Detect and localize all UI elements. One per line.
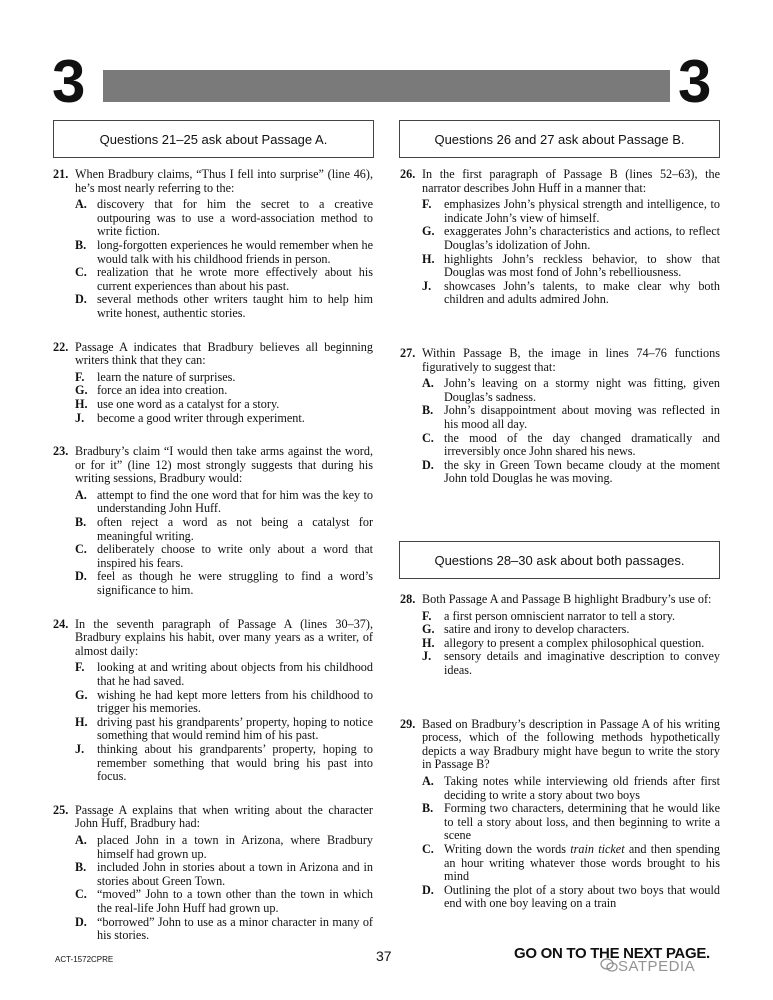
option-letter: C. [75,887,87,902]
option-text: allegory to present a complex philosophical question. [444,635,705,650]
option-text: use one word as a catalyst for a story. [97,396,280,411]
option-text: wishing he had kept more letters from his childhood to trigger his memories. [97,687,373,716]
option-letter: H. [422,635,435,650]
answer-option[interactable] [75,570,373,597]
option-text: realization that he wrote more effectively about his current experiences than about his past. [97,265,373,293]
section-number-right: 3 [678,48,711,115]
answer-option[interactable] [422,225,720,252]
option-text: deliberately choose to write only about a word that inspired his fears. [97,542,373,570]
option-text: placed John in a town in Arizona, where Bradbury himself had grown up. [97,832,373,861]
answer-option[interactable] [422,404,720,431]
option-letter: H. [75,714,88,729]
option-text: showcases John’s talents, to make clear why both children and adults admired John. [444,278,720,307]
option-text: thinking about his grandparents’ property, hoping to remember something that would bring his past into focus. [97,741,373,784]
question-28 [400,593,720,678]
option-letter: B. [422,801,434,816]
option-letter: H. [75,396,88,411]
both-passages-directions-text: Questions 28–30 ask about both passages. [434,552,685,568]
option-letter: A. [422,376,434,391]
go-on-next-page: GO ON TO THE NEXT PAGE. [514,945,710,962]
option-text: “moved” John to a town other than the town in which the real-life John Huff had grown up. [97,887,373,915]
option-letter: D. [422,457,434,472]
answer-option[interactable] [422,775,720,802]
question-number: 22. [53,339,69,354]
question-stem: Based on Bradbury’s description in Passage A of his writing process, which of the following methods hypothetically depicts a way Bradbury might have begun to write the story in Passage B? [422,716,720,772]
page-number: 37 [376,948,392,964]
option-letter: C. [75,542,87,557]
form-code: ACT-1572CPRE [55,955,114,964]
answer-option[interactable] [422,377,720,404]
option-letter: C. [422,841,434,856]
option-text: “borrowed” John to use as a minor character in many of his stories. [97,914,373,943]
answer-option[interactable] [75,293,373,320]
option-letter: G. [422,224,435,239]
question-stem: Bradbury’s claim “I would then take arms against the word, or for it” (line 12) most strongly suggests that during his writing sessions, Bradbury would: [75,444,373,486]
left-column [53,168,373,943]
option-letter: F. [75,660,85,675]
option-letter: A. [75,197,87,212]
answer-option[interactable] [422,280,720,307]
option-letter: C. [422,430,434,445]
passage-a-directions-box [53,120,374,158]
option-letter: F. [422,608,432,623]
answer-option[interactable] [75,916,373,943]
answer-option[interactable] [75,888,373,915]
chat-bubble-icon [600,958,618,972]
watermark: SATPEDIA [618,958,696,975]
question-stem: Both Passage A and Passage B highlight Bradbury’s use of: [422,592,712,606]
answer-option[interactable] [422,637,720,651]
question-number: 25. [53,802,69,817]
question-stem: In the seventh paragraph of Passage A (lines 30–37), Bradbury explains his habit, over many years as a writer, of almost daily: [75,616,373,658]
question-stem: Passage A explains that when writing about the character John Huff, Bradbury had: [75,802,373,831]
question-24 [53,618,373,784]
option-letter: F. [75,369,85,384]
option-text: Taking notes while interviewing old friends after first deciding to write a story about two boys [444,773,720,802]
option-letter: G. [422,622,435,637]
option-text: looking at and writing about objects from his childhood that he had saved. [97,660,373,688]
option-text-italic: train ticket [570,841,625,856]
option-letter: J. [75,410,85,425]
question-number: 27. [400,345,416,360]
option-text: driving past his grandparents’ property, hoping to notice something that would remind him of his past. [97,714,373,743]
option-letter: D. [75,569,87,584]
option-letter: B. [75,515,87,530]
option-letter: B. [75,860,87,875]
option-letter: D. [422,882,434,897]
option-letter: F. [422,197,432,212]
option-text: a first person omniscient narrator to tell a story. [444,608,676,623]
option-letter: B. [422,403,434,418]
question-number: 29. [400,716,416,731]
answer-option[interactable] [75,266,373,293]
option-letter: J. [422,649,432,664]
option-text: Outlining the plot of a story about two boys that would end with one boy leaving on a train [444,882,720,911]
answer-option[interactable] [422,843,720,884]
option-letter: J. [75,741,85,756]
question-23 [53,445,373,598]
answer-option[interactable] [75,239,373,266]
answer-option[interactable] [75,834,373,861]
option-text: often reject a word as not being a catalyst for meaningful writing. [97,515,373,543]
option-text: included John in stories about a town in Arizona and in stories about Green Town. [97,860,373,888]
option-text-pre: Writing down the words [444,841,571,856]
answer-option[interactable] [75,398,373,412]
question-stem: In the first paragraph of Passage B (lines 52–63), the narrator describes John Huff in a manner that: [422,167,720,195]
option-text: John’s leaving on a stormy night was fitting, given Douglas’s sadness. [444,376,720,404]
option-text: satire and irony to develop characters. [444,622,630,637]
option-text: learn the nature of surprises. [97,369,236,384]
option-text: feel as though he were struggling to find a word’s significance to him. [97,569,373,598]
option-letter: H. [422,251,435,266]
option-text: exaggerates John’s characteristics and actions, to reflect Douglas’s idolization of John. [444,224,720,252]
passage-a-directions-text: Questions 21–25 ask about Passage A. [99,131,328,147]
section-number-left: 3 [52,48,85,115]
option-letter: G. [75,687,88,702]
answer-option[interactable] [422,884,720,911]
answer-option[interactable] [75,384,373,398]
answer-option[interactable] [422,198,720,225]
answer-option[interactable] [75,516,373,543]
answer-option[interactable] [75,661,373,688]
answer-option[interactable] [422,459,720,486]
header-bar [103,70,670,102]
both-passages-directions-box [399,541,720,579]
option-text: become a good writer through experiment. [97,410,305,425]
option-letter: J. [422,278,432,293]
question-stem: When Bradbury claims, “Thus I fell into surprise” (line 46), he’s most nearly referring to the: [75,167,373,195]
option-text: several methods other writers taught him to help him write honest, authentic stories. [97,292,373,320]
option-text: highlights John’s reckless behavior, to show that Douglas was most fond of John’s rebelliousness. [444,251,720,280]
option-text: John’s disappointment about moving was reflected in his mood all day. [444,403,720,431]
answer-option[interactable] [75,689,373,716]
question-number: 24. [53,616,69,631]
answer-option[interactable] [422,650,720,677]
answer-option[interactable] [75,412,373,426]
option-text [444,843,720,884]
answer-option[interactable] [75,371,373,385]
answer-option[interactable] [422,623,720,637]
question-number: 23. [53,444,69,459]
question-number: 26. [400,167,416,181]
option-text: the mood of the day changed dramatically and irreversibly once John shared his news. [444,430,720,459]
answer-option[interactable] [422,802,720,843]
option-letter: G. [75,383,88,398]
question-25 [53,804,373,943]
question-22 [53,341,373,426]
option-letter: A. [75,487,87,502]
passage-b-directions-text: Questions 26 and 27 ask about Passage B. [434,131,685,147]
option-text: sensory details and imaginative description to convey ideas. [444,649,720,677]
question-29 [400,718,720,911]
option-text: force an idea into creation. [97,383,228,398]
option-text: attempt to find the one word that for him was the key to understanding John Huff. [97,487,373,516]
option-text-post: and then spending an hour writing whatever those words brought to his mind [444,841,720,884]
option-letter: C. [75,265,87,280]
option-letter: D. [75,292,87,307]
answer-option[interactable] [75,198,373,239]
answer-option[interactable] [422,253,720,280]
answer-option[interactable] [75,543,373,570]
option-text: the sky in Green Town became cloudy at the moment John told Douglas he was moving. [444,457,720,486]
answer-option[interactable] [75,861,373,888]
option-text: discovery that for him the secret to a creative outpouring was to use a word-association method to write fiction. [97,197,373,239]
option-letter: D. [75,914,87,929]
answer-option[interactable] [422,610,720,624]
right-column [400,168,720,486]
option-letter: A. [75,832,87,847]
question-27 [400,347,720,486]
answer-option[interactable] [75,489,373,516]
question-stem: Passage A indicates that Bradbury believes all beginning writers think that they can: [75,339,373,368]
answer-option[interactable] [422,432,720,459]
question-number: 21. [53,167,69,181]
option-letter: A. [422,773,434,788]
option-text: long-forgotten experiences he would remember when he would talk with his childhood friends in person. [97,237,373,266]
passage-b-directions-box [399,120,720,158]
right-column-lower [400,593,720,911]
question-21 [53,168,373,321]
option-text: Forming two characters, determining that he would like to tell a story about loss, and then beginning to write a scene [444,801,720,843]
question-number: 28. [400,592,416,606]
question-26 [400,168,720,307]
question-stem: Within Passage B, the image in lines 74–76 functions figuratively to suggest that: [422,345,720,374]
answer-option[interactable] [75,743,373,784]
option-letter: B. [75,237,87,252]
option-text: emphasizes John’s physical strength and intelligence, to indicate John’s view of himself. [444,197,720,225]
answer-option[interactable] [75,716,373,743]
